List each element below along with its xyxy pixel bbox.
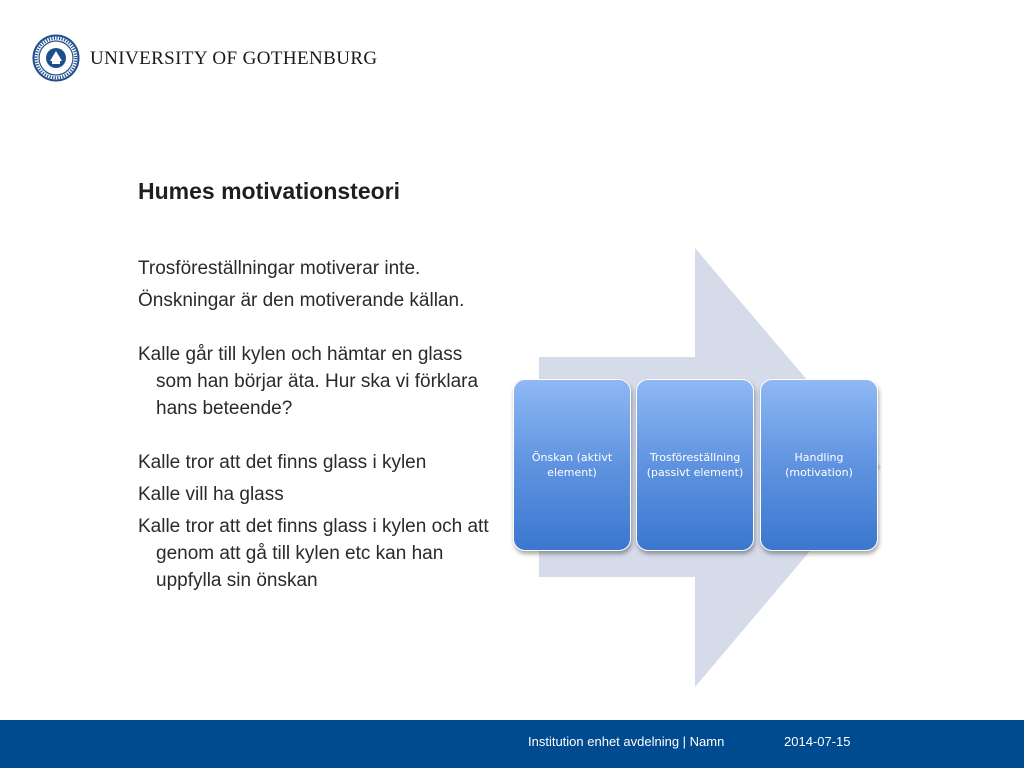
body-paragraph: Kalle vill ha glass (138, 484, 284, 505)
process-diagram (505, 245, 885, 690)
footer-institution: Institution enhet avdelning | Namn (528, 734, 725, 749)
slide-title: Humes motivationsteori (138, 178, 400, 204)
footer-date: 2014-07-15 (784, 734, 851, 749)
body-paragraph: Önskningar är den motiverande källan. (138, 290, 465, 311)
diagram-box-label: Önskan (aktivt element) (531, 451, 613, 479)
diagram-box-belief (636, 379, 754, 551)
body-paragraph: Kalle tror att det finns glass i kylen och att genom att gå till kylen etc kan han uppfylla sin önskan (138, 516, 489, 591)
body-paragraph: Trosföreställningar motiverar inte. (138, 258, 421, 279)
diagram-box-desire (513, 379, 631, 551)
body-paragraph: Kalle tror att det finns glass i kylen (138, 452, 427, 473)
diagram-box-label: Handling (motivation) (785, 451, 853, 479)
footer-bar (0, 720, 1024, 768)
slide-body (138, 255, 498, 594)
body-paragraph: Kalle går till kylen och hämtar en glass som han börjar äta. Hur ska vi förklara hans beteende? (138, 344, 479, 419)
university-seal-icon (32, 34, 80, 82)
diagram-box-action (760, 379, 878, 551)
diagram-box-label: Trosföreställning (passivt element) (646, 451, 744, 479)
university-name: UNIVERSITY OF GOTHENBURG (90, 48, 378, 69)
